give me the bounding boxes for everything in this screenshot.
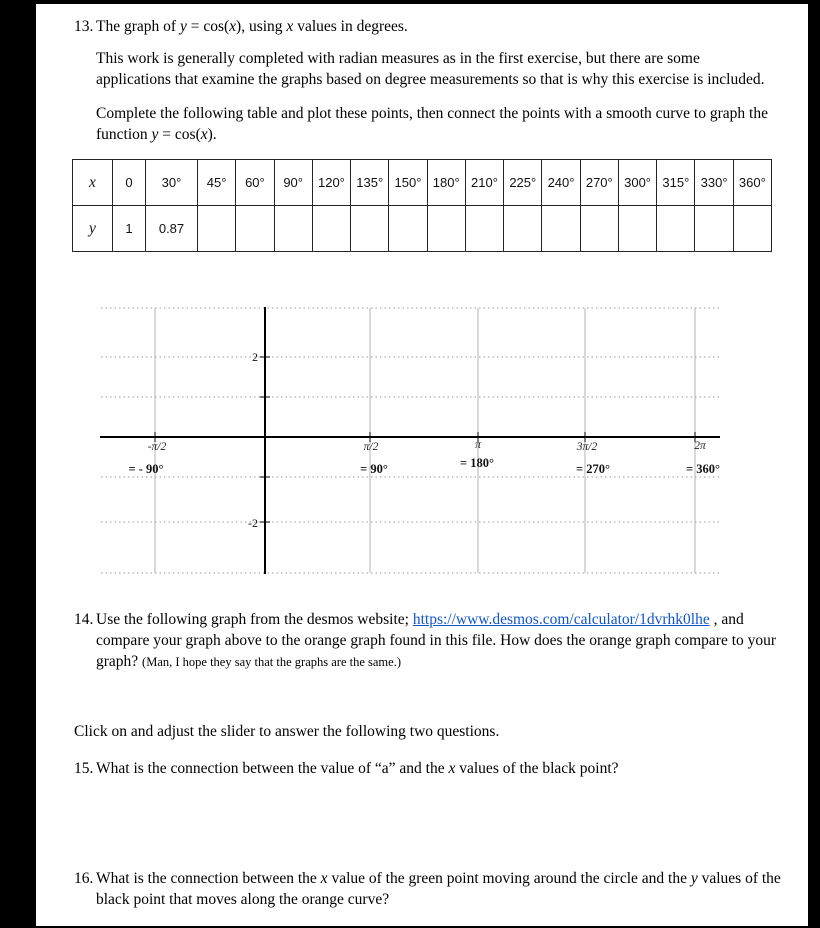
y-value-cell — [733, 206, 771, 252]
x-label-half-pi: π/2 — [363, 441, 379, 453]
y-value-cell — [427, 206, 465, 252]
y-value-cell: 0.87 — [146, 206, 198, 252]
question-13-paragraph-2-text-a: Complete the following table and plot these points, then connect the points with a smooth curve to graph the function — [96, 105, 768, 143]
cosine-values-table-wrapper — [72, 159, 808, 252]
y-value-cell — [312, 206, 350, 252]
x-value-cell: 360° — [733, 160, 771, 206]
x-value-cell: 30° — [146, 160, 198, 206]
var-y: y — [151, 126, 159, 143]
x-value-cell: 45° — [198, 160, 236, 206]
y-row-label: y — [73, 206, 113, 252]
question-16 — [74, 868, 794, 910]
question-13-text-g: values in degrees. — [293, 18, 408, 35]
x-value-cell: 210° — [465, 160, 503, 206]
question-15-text-a: What is the connection between the value of “a” and the — [96, 760, 449, 777]
question-14-text-a: Use the following graph from the desmos website; — [96, 611, 413, 628]
question-13-text-e: ), using — [236, 18, 287, 35]
desmos-link[interactable]: https://www.desmos.com/calculator/1dvrhk0lhe — [412, 611, 710, 628]
x-value-cell: 0 — [113, 160, 146, 206]
document-page — [36, 4, 808, 926]
deg-label-90: = 90° — [360, 462, 388, 476]
x-value-cell: 135° — [351, 160, 389, 206]
y-value-cell — [580, 206, 618, 252]
y-value-cell — [274, 206, 312, 252]
deg-label-180: = 180° — [460, 456, 494, 470]
x-value-cell: 330° — [695, 160, 733, 206]
y-value-cell — [465, 206, 503, 252]
question-15-number: 15. — [74, 760, 94, 777]
var-x: x — [200, 126, 208, 143]
y-value-cell — [389, 206, 427, 252]
y-tick-label-neg-2: -2 — [248, 516, 258, 530]
question-16-text-e: values of the black point that moves along the orange curve? — [96, 870, 781, 908]
x-value-cell: 120° — [312, 160, 350, 206]
y-value-cell — [618, 206, 656, 252]
var-x: x — [320, 870, 328, 887]
x-label-three-half-pi: 3π/2 — [576, 441, 598, 453]
y-value-cell — [504, 206, 542, 252]
question-14-number: 14. — [74, 611, 94, 628]
x-value-cell: 315° — [657, 160, 695, 206]
table-row-y — [73, 206, 772, 252]
var-y: y — [179, 18, 187, 35]
question-13-paragraph-2-text-c: = cos( — [158, 126, 201, 143]
x-value-cell: 300° — [618, 160, 656, 206]
x-axis-degree-labels — [128, 456, 720, 476]
cosine-values-table — [72, 159, 772, 252]
x-value-cell: 60° — [236, 160, 274, 206]
x-value-cell: 180° — [427, 160, 465, 206]
question-14 — [74, 609, 796, 673]
deg-label-neg-90: = - 90° — [128, 462, 164, 476]
question-15-text-c: values of the black point? — [455, 760, 619, 777]
y-value-cell — [695, 206, 733, 252]
deg-label-270: = 270° — [576, 462, 610, 476]
question-13-paragraph-2 — [96, 103, 777, 145]
table-row-x — [73, 160, 772, 206]
horizontal-dotted-gridlines — [101, 308, 719, 573]
x-label-two-pi: 2π — [694, 440, 706, 452]
y-value-cell — [198, 206, 236, 252]
x-value-cell: 225° — [504, 160, 542, 206]
question-14-text-b: , and compare your graph above to the orange graph found in this file. How does the orange graph compare to your graph? — [96, 611, 777, 670]
deg-label-360: = 360° — [686, 462, 720, 476]
cosine-plot-grid — [100, 307, 720, 575]
var-x: x — [448, 760, 456, 777]
question-13-paragraph-2-text-e: ). — [207, 126, 217, 143]
vertical-gridlines — [155, 308, 695, 573]
question-16-number: 16. — [74, 870, 94, 887]
y-value-cell: 1 — [113, 206, 146, 252]
question-14-note: (Man, I hope they say that the graphs are the same.) — [142, 655, 401, 669]
slider-instruction: Click on and adjust the slider to answer the following two questions. — [74, 723, 500, 740]
y-value-cell — [236, 206, 274, 252]
x-value-cell: 270° — [580, 160, 618, 206]
y-value-cell — [657, 206, 695, 252]
y-value-cell — [351, 206, 389, 252]
x-value-cell: 150° — [389, 160, 427, 206]
question-13-text-c: = cos( — [186, 18, 230, 35]
question-16-text-c: value of the green point moving around the circle and the — [327, 870, 691, 887]
var-y: y — [690, 870, 698, 887]
question-16-text-a: What is the connection between the — [96, 870, 321, 887]
x-value-cell: 90° — [274, 160, 312, 206]
x-value-cell: 240° — [542, 160, 580, 206]
graph-area — [100, 307, 720, 575]
x-label-pi: π — [475, 439, 481, 451]
question-13-number: 13. — [74, 18, 94, 35]
question-15 — [74, 758, 788, 779]
x-axis-pi-labels — [148, 439, 707, 453]
y-tick-label-2: 2 — [252, 350, 258, 364]
question-13-text-a: The graph of — [96, 18, 180, 35]
x-label-neg-half-pi: -π/2 — [147, 441, 167, 453]
y-value-cell — [542, 206, 580, 252]
var-x: x — [286, 18, 294, 35]
question-13 — [74, 16, 778, 37]
question-13-paragraph-1: This work is generally completed with radian measures as in the first exercise, but there are some applications that examine the graphs based on degree measurements so that is why this exercise is included. — [96, 50, 765, 88]
x-row-label: x — [73, 160, 113, 206]
var-x: x — [229, 18, 237, 35]
